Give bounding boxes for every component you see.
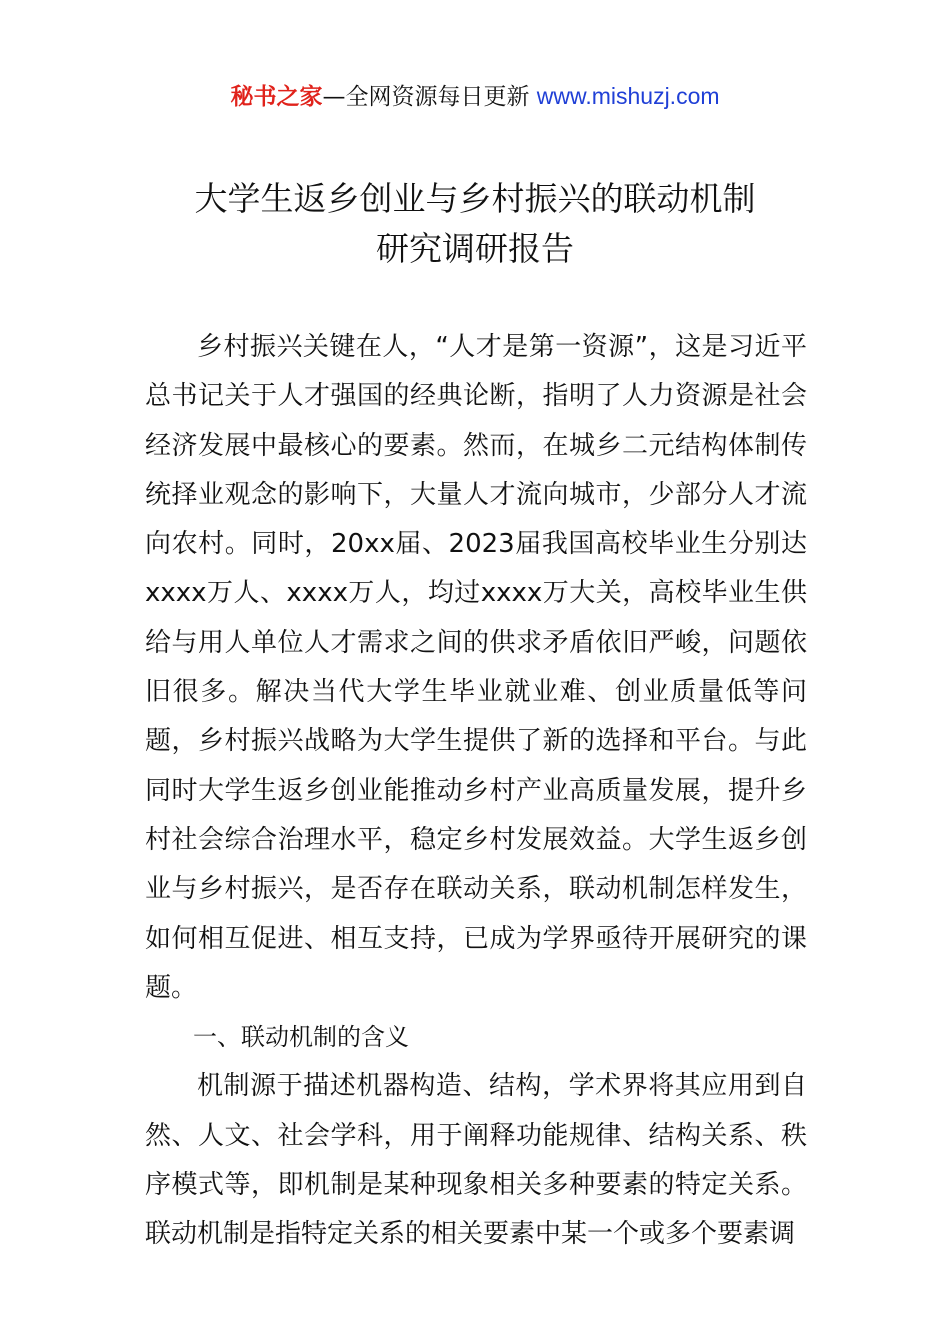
site-url-link[interactable]: www.mishuzj.com: [536, 83, 720, 109]
site-tagline: —全网资源每日更新: [322, 84, 530, 110]
paragraph-intro: 乡村振兴关键在人，“人才是第一资源”，这是习近平总书记关于人才强国的经典论断，指明了人力资源是社会经济发展中最核心的要素。然而，在城乡二元结构体制传统择业观念的影响下，大量人才流向城市，少部分人才流向农村。同时，20xx届、2023届我国高校毕业生分别达xxxx万人、xxxx万人，均过xxxx万大关，高校毕业生供给与用人单位人才需求之间的供求矛盾依旧严峻，问题依旧很多。解决当代大学生毕业就业难、创业质量低等问题，乡村振兴战略为大学生提供了新的选择和平台。与此同时大学生返乡创业能推动乡村产业高质量发展，提升乡村社会综合治理水平，稳定乡村发展效益。大学生返乡创业与乡村振兴，是否存在联动关系，联动机制怎样发生，如何相互促进、相互支持，已成为学界亟待开展研究的课题。: [145, 332, 807, 1003]
section-heading-1: 一、联动机制的含义: [193, 1023, 409, 1052]
title-line-1: 大学生返乡创业与乡村振兴的联动机制: [194, 179, 756, 218]
title-line-2: 研究调研报告: [376, 229, 574, 268]
paragraph-mechanism: 机制源于描述机器构造、结构，学术界将其应用到自然、人文、社会学科，用于阐释功能规律、结构关系、秩序模式等，即机制是某种现象相关多种要素的特定关系。联动机制是指特定关系的相关要素中某一个或多个要素调: [145, 1071, 807, 1250]
document-title: [100, 174, 850, 274]
site-brand: 秘书之家: [230, 84, 323, 110]
document-body: [145, 323, 807, 1260]
site-header: [0, 80, 950, 113]
